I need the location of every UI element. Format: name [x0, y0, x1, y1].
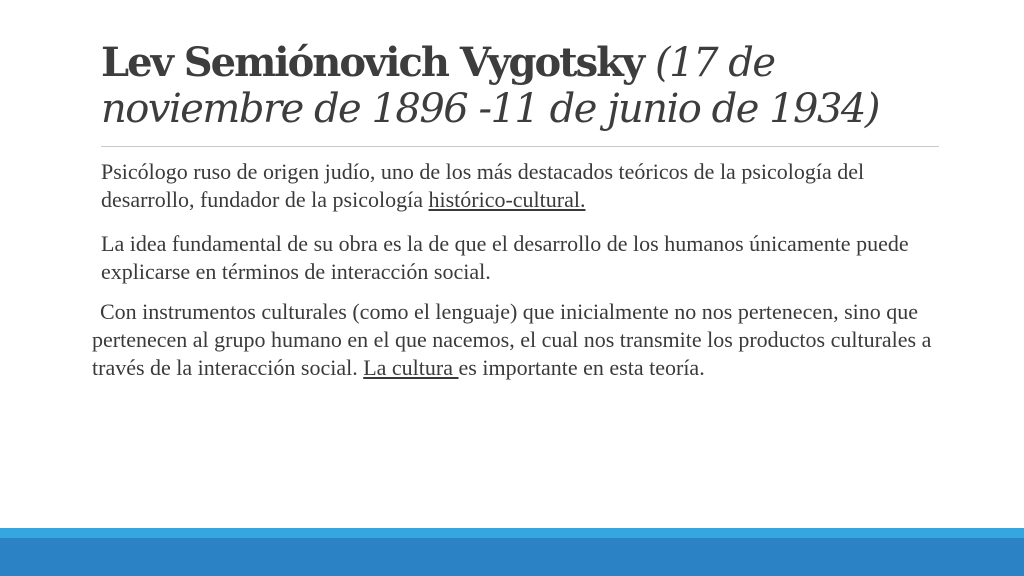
paragraph-1-text: Psicólogo ruso de origen judío, uno de los más destacados teóricos de la psicología del desarrollo, fundador de la psicología: [101, 159, 865, 212]
title-divider: [101, 146, 939, 147]
footer-band-light: [0, 528, 1024, 538]
link-la-cultura[interactable]: La cultura: [363, 355, 459, 380]
paragraph-3-text: Con instrumentos culturales (como el lenguaje) que inicialmente no nos pertenecen, sino que pertenecen al grupo humano en el que nacemos, el cual nos transmite los productos culturales a través de la interacción social.: [92, 299, 932, 380]
footer-band-dark: [0, 538, 1024, 576]
paragraph-3: [92, 298, 952, 382]
paragraph-2: La idea fundamental de su obra es la de que el desarrollo de los humanos únicamente puede explicarse en términos de interacción social.: [101, 231, 909, 284]
title-dates: (17 de noviembre de 1896 -11 de junio de 1934): [101, 40, 879, 132]
title-name: Lev Semiónovich Vygotsky: [101, 39, 656, 86]
slide-title: [101, 40, 981, 132]
paragraph-3-tail: es importante en esta teoría.: [458, 355, 705, 380]
paragraph-1: [101, 158, 951, 214]
link-historico-cultural[interactable]: histórico-cultural.: [428, 187, 586, 212]
